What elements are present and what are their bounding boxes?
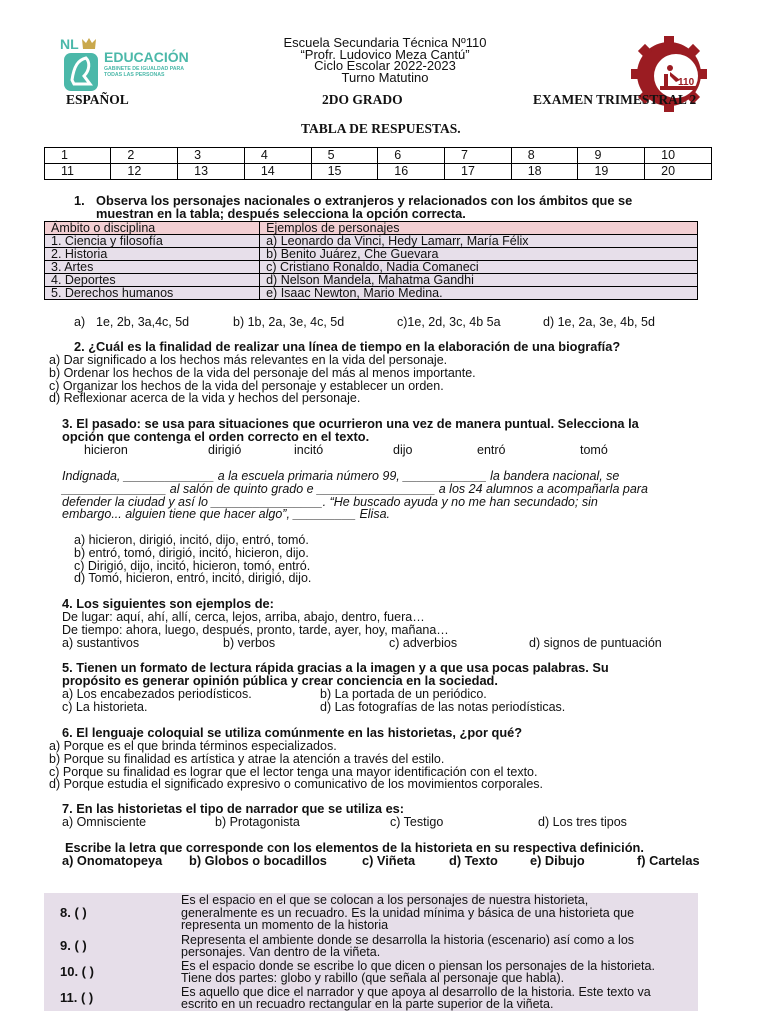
logo-title: EDUCACIÓN: [104, 49, 189, 65]
q1-option[interactable]: c)1e, 2d, 3c, 4b 5a: [397, 315, 501, 329]
school-line: Ciclo Escolar 2022-2023: [314, 58, 456, 73]
definition-line: escrito en un recuadro rectangular en la parte superior de la viñeta.: [181, 997, 554, 1011]
q6-option[interactable]: b) Porque su finalidad es artística y atrae la atención a través del estilo.: [49, 751, 445, 766]
answers-title: TABLA DE RESPUESTAS.: [301, 121, 461, 136]
match-row: [44, 959, 698, 985]
q1-left: 3. Artes: [45, 261, 260, 274]
logo-brand: NL: [60, 36, 79, 52]
school-header: [200, 37, 570, 83]
q1-left: 2. Historia: [45, 248, 260, 261]
q3-word: incitó: [294, 443, 324, 457]
logo-number: 110: [678, 77, 695, 88]
q5-option[interactable]: c) La historieta.: [62, 700, 148, 714]
q1-right: a) Leonardo da Vinci, Hedy Lamarr, María Félix: [260, 235, 698, 248]
q3-paragraph-line: defender la ciudad y así lo ________________. “He buscado ayuda y no me han secundado; sin: [62, 494, 598, 509]
q7-option[interactable]: d) Los tres tipos: [538, 815, 627, 829]
definition-line: Es el espacio donde se escribe lo que dicen o piensan los personajes de la historieta.: [181, 958, 655, 973]
match-number[interactable]: 11. ( ): [44, 985, 177, 1011]
q1-line: Observa los personajes nacionales o extranjeros y relacionados con los ámbitos que se: [96, 193, 633, 208]
q5-line: 5. Tienen un formato de lectura rápida gracias a la imagen y a que usa pocas palabras. Su: [62, 660, 609, 675]
answer-cell[interactable]: 19: [578, 164, 645, 180]
q5-option[interactable]: a) Los encabezados periodísticos.: [62, 687, 252, 701]
q1-option[interactable]: b) 1b, 2a, 3e, 4c, 5d: [233, 315, 345, 329]
q1-option-label: a): [74, 315, 86, 329]
answer-cell[interactable]: 2: [111, 148, 178, 164]
q1-option[interactable]: d) 1e, 2a, 3e, 4b, 5d: [543, 315, 655, 329]
q1-text: [96, 195, 736, 220]
school-line: Escuela Secundaria Técnica Nº110: [283, 35, 487, 50]
q4-option[interactable]: b) verbos: [223, 636, 276, 650]
match-choice: c) Viñeta: [362, 853, 416, 868]
match-definition: [177, 933, 698, 959]
q1-option[interactable]: 1e, 2b, 3a,4c, 5d: [96, 315, 190, 329]
q6-option[interactable]: d) Porque estudia el significado expresivo o comunicativo de los movimientos corporales.: [49, 777, 544, 792]
match-title: Escribe la letra que corresponde con los elementos de la historieta en su respectiva definición.: [65, 840, 644, 855]
answer-row: [45, 164, 712, 180]
match-row: [44, 985, 698, 1011]
definition-line: Es aquello que dice el narrador y que apoya al desarrollo de la historia. Este texto va: [181, 984, 651, 999]
q2-option[interactable]: b) Ordenar los hechos de la vida del personaje del más al menos importante.: [49, 365, 476, 380]
q4-line: De lugar: aquí, ahí, allí, cerca, lejos, arriba, abajo, dentro, fuera…: [62, 610, 425, 624]
q7-option[interactable]: b) Protagonista: [215, 815, 300, 829]
answer-cell[interactable]: 18: [511, 164, 578, 180]
q3-option[interactable]: d) Tomó, hicieron, entró, incitó, dirigió, dijo.: [74, 571, 312, 586]
answer-cell[interactable]: 9: [578, 148, 645, 164]
definition-line: Tiene dos partes: globo y rabillo (que señala al personaje que habla).: [181, 971, 565, 985]
school-line: Turno Matutino: [341, 69, 429, 85]
q3-paragraph-line: _______________ al salón de quinto grado e _________________ a los 24 alumnos a acompañarla para: [62, 481, 648, 496]
q5-option[interactable]: b) La portada de un periódico.: [320, 687, 487, 701]
match-number[interactable]: 9. ( ): [44, 933, 177, 959]
answer-cell[interactable]: 1: [45, 148, 111, 164]
match-row: [44, 933, 698, 959]
q1-col-header: Ámbito o disciplina: [45, 222, 260, 235]
q5-line: propósito es generar opinión pública y crear conciencia en la sociedad.: [62, 672, 498, 688]
q3-word: entró: [477, 443, 506, 457]
q1-left: 4. Deportes: [45, 274, 260, 287]
answer-cell[interactable]: 6: [378, 148, 445, 164]
q5-text: [62, 662, 752, 687]
q4-title: 4. Los siguientes son ejemplos de:: [62, 596, 274, 611]
answer-cell[interactable]: 14: [244, 164, 311, 180]
definition-line: generalmente es un recuadro. Es la unidad mínima y básica de una historieta que: [181, 905, 635, 920]
q4-option[interactable]: c) adverbios: [389, 636, 458, 650]
q2-options: [49, 354, 476, 405]
match-choice: b) Globos o bocadillos: [189, 853, 327, 868]
q3-paragraph: [62, 470, 762, 521]
q2-option[interactable]: a) Dar significado a los hechos más relevantes en la vida del personaje.: [49, 353, 448, 367]
q6-option[interactable]: a) Porque es el que brinda términos especializados.: [49, 739, 337, 753]
q2-option[interactable]: d) Reflexionar acerca de la vida y hechos del personaje.: [49, 391, 361, 406]
answer-cell[interactable]: 7: [445, 148, 512, 164]
match-definition: [177, 959, 698, 985]
answer-cell[interactable]: 17: [445, 164, 512, 180]
q7-option[interactable]: c) Testigo: [390, 815, 444, 829]
q3-option[interactable]: a) hicieron, dirigió, incitó, dijo, entró, tomó.: [74, 533, 309, 547]
q3-paragraph-line: Indignada, _____________ a la escuela primaria número 99, ____________ la bandera nacional, se: [62, 469, 620, 483]
grade-label: 2DO GRADO: [322, 92, 403, 107]
answer-row: [45, 148, 712, 164]
answer-cell[interactable]: 3: [178, 148, 245, 164]
q1-right: c) Cristiano Ronaldo, Nadia Comaneci: [260, 261, 698, 274]
exam-label: EXAMEN TRIMESTRAL 2: [533, 92, 697, 107]
q3-word: dijo: [393, 443, 413, 457]
q5-option[interactable]: d) Las fotografías de las notas periodísticas.: [320, 700, 566, 714]
answer-cell[interactable]: 16: [378, 164, 445, 180]
q7-title: 7. En las historietas el tipo de narrador que se utiliza es:: [62, 801, 405, 816]
q4-option[interactable]: a) sustantivos: [62, 636, 140, 650]
q1-number: 1.: [74, 193, 85, 208]
answer-cell[interactable]: 11: [45, 164, 111, 180]
match-number[interactable]: 8. ( ): [44, 893, 177, 933]
match-choice: d) Texto: [449, 853, 498, 868]
q4-option[interactable]: d) signos de puntuación: [529, 636, 662, 650]
match-definition: [177, 893, 698, 933]
q6-option[interactable]: c) Porque su finalidad es lograr que el lector tenga una mayor identificación con el texto.: [49, 764, 538, 779]
school-logo: [626, 34, 716, 124]
q1-left: 5. Derechos humanos: [45, 287, 260, 300]
q1-left: 1. Ciencia y filosofía: [45, 235, 260, 248]
answer-cell[interactable]: 15: [311, 164, 378, 180]
match-row: [44, 893, 698, 933]
q6-options: [49, 740, 543, 791]
answer-cell[interactable]: 10: [645, 148, 712, 164]
match-choice: f) Cartelas: [637, 853, 700, 868]
answer-cell[interactable]: 20: [645, 164, 712, 180]
match-definition: [177, 985, 698, 1011]
match-choice: e) Dibujo: [530, 853, 585, 868]
q1-col-header: Ejemplos de personajes: [260, 222, 698, 235]
subject-label: ESPAÑOL: [66, 92, 129, 107]
q2-text: 2. ¿Cuál es la finalidad de realizar una línea de tiempo en la elaboración de una biografía?: [74, 339, 621, 354]
match-number[interactable]: 10. ( ): [44, 959, 177, 985]
q3-options: [74, 534, 311, 585]
q1-table: [44, 221, 698, 300]
q7-option[interactable]: a) Omnisciente: [62, 815, 147, 829]
match-choice: a) Onomatopeya: [62, 853, 163, 868]
school-line: “Profr. Ludovico Meza Cantú”: [300, 46, 470, 62]
q3-text: [62, 418, 752, 443]
q1-line: muestran en la tabla; después selecciona la opción correcta.: [96, 205, 466, 221]
answer-grid: [44, 147, 712, 180]
answer-cell[interactable]: 4: [244, 148, 311, 164]
logo-tagline: GABINETE DE IGUALDAD PARA TODAS LAS PERSONAS: [104, 66, 184, 78]
q1-right: e) Isaac Newton, Mario Medina.: [260, 287, 698, 300]
q3-line: 3. El pasado: se usa para situaciones que ocurrieron una vez de manera puntual. Selecciona la: [62, 416, 639, 431]
definition-line: Representa el ambiente donde se desarrolla la historia (escenario) así como a los: [181, 932, 635, 947]
match-table: [44, 893, 698, 1011]
education-logo: [60, 36, 200, 92]
q3-line: opción que contenga el orden correcto en el texto.: [62, 428, 370, 444]
answer-cell[interactable]: 13: [178, 164, 245, 180]
answer-cell[interactable]: 8: [511, 148, 578, 164]
definition-line: representa un momento de la historia: [181, 918, 389, 933]
q3-option[interactable]: b) entró, tomó, dirigió, incitó, hicieron, dijo.: [74, 545, 309, 560]
q4-line: De tiempo: ahora, luego, después, pronto, tarde, ayer, hoy, mañana…: [62, 623, 449, 637]
q3-word: tomó: [580, 443, 608, 457]
q2-option[interactable]: c) Organizar los hechos de la vida del personaje y establecer un orden.: [49, 378, 444, 393]
crown-icon: [82, 38, 96, 49]
answer-cell[interactable]: 5: [311, 148, 378, 164]
definition-line: personajes. Van dentro de la viñeta.: [181, 945, 381, 959]
q3-paragraph-line: embargo... alguien tiene que hacer algo”, _________ Elisa.: [62, 507, 391, 522]
definition-line: Es el espacio en el que se colocan a los personajes de nuestra historieta,: [181, 893, 589, 908]
q3-option[interactable]: c) Dirigió, dijo, incitó, hicieron, tomó, entró.: [74, 558, 311, 573]
q1-right: b) Benito Juárez, Che Guevara: [260, 248, 698, 261]
q6-title: 6. El lenguaje coloquial se utiliza comúnmente en las historietas, ¿por qué?: [62, 725, 523, 740]
answer-cell[interactable]: 12: [111, 164, 178, 180]
q3-word: dirigió: [208, 443, 242, 457]
q3-word: hicieron: [84, 443, 128, 457]
q1-right: d) Nelson Mandela, Mahatma Gandhi: [260, 274, 698, 287]
